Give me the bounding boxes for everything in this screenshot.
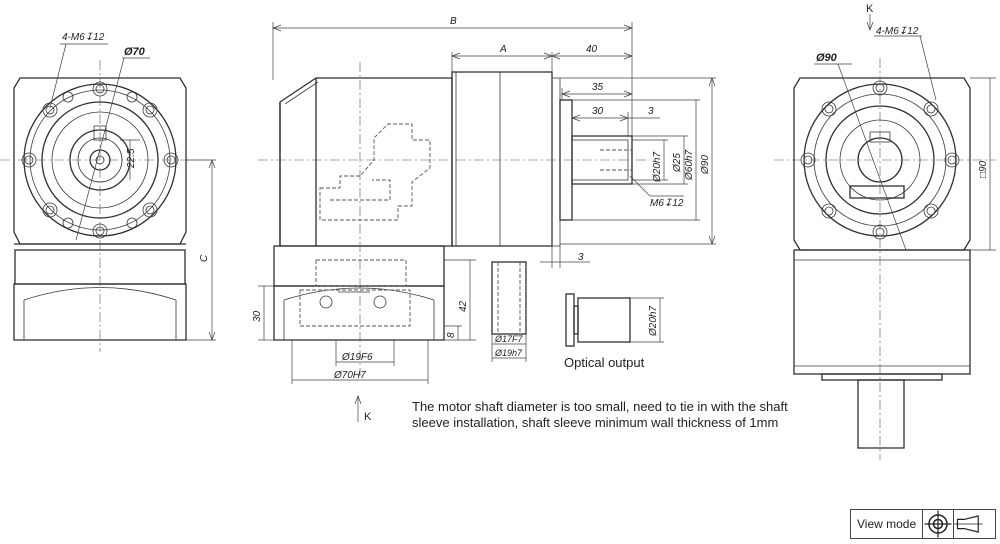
note-line-2: sleeve installation, shaft sleeve minimum wall thickness of 1mm [412, 415, 779, 430]
right-pcd-label: Ø90 [816, 52, 837, 64]
left-flange-view [0, 44, 216, 352]
view-k-label-right: K [866, 3, 874, 15]
shaft-d60-label: Ø60h7 [684, 149, 695, 180]
dim-3-top-label: 3 [648, 106, 654, 117]
shaft-sleeve-note [412, 399, 832, 431]
front-pcd-label: Ø70 [124, 46, 145, 58]
shaft-d25-label: Ø25 [672, 153, 683, 172]
center-side-view [258, 22, 716, 422]
note-line-1: The motor shaft diameter is too small, need to tie in with the shaft [412, 399, 788, 414]
dim-3-bottom-label: 3 [578, 252, 584, 263]
dim-40-label: 40 [586, 44, 598, 55]
shaft-thread-label: M6↧12 [650, 198, 684, 209]
right-square-label: □90 [978, 160, 989, 178]
dim-30-vertical-label: 30 [252, 310, 263, 322]
view-k-label-left: K [364, 411, 372, 423]
cone-projection-icon [954, 510, 984, 538]
shaft-d90-label: Ø90 [700, 155, 711, 174]
dim-8-label: 8 [446, 332, 457, 338]
dim-c-label: C [199, 254, 210, 262]
first-angle-crosshair-icon [923, 510, 954, 538]
view-mode-label: View mode [851, 510, 923, 538]
dim-b-label: B [450, 16, 457, 27]
dim-30-label: 30 [592, 106, 604, 117]
shaft-sleeve [492, 262, 526, 362]
optical-d20-label: Ø20h7 [648, 305, 659, 336]
front-key-label: 22.5 [126, 148, 137, 168]
bore-19f6-label: Ø19F6 [342, 352, 373, 363]
bore-70h7-label: Ø70H7 [334, 370, 366, 381]
front-holes-label: 4-M6↧12 [62, 32, 105, 43]
dim-a-label: A [500, 44, 507, 55]
right-holes-label: 4-M6↧12 [876, 26, 919, 37]
sleeve-17f7-label: Ø17F7 [495, 334, 523, 344]
view-mode-box [850, 509, 996, 539]
sleeve-19h7-label: Ø19h7 [495, 348, 523, 358]
dim-42-label: 42 [458, 300, 469, 312]
optical-output-caption: Optical output [564, 355, 645, 370]
dim-35-label: 35 [592, 82, 604, 93]
shaft-d20-label: Ø20h7 [652, 151, 663, 182]
